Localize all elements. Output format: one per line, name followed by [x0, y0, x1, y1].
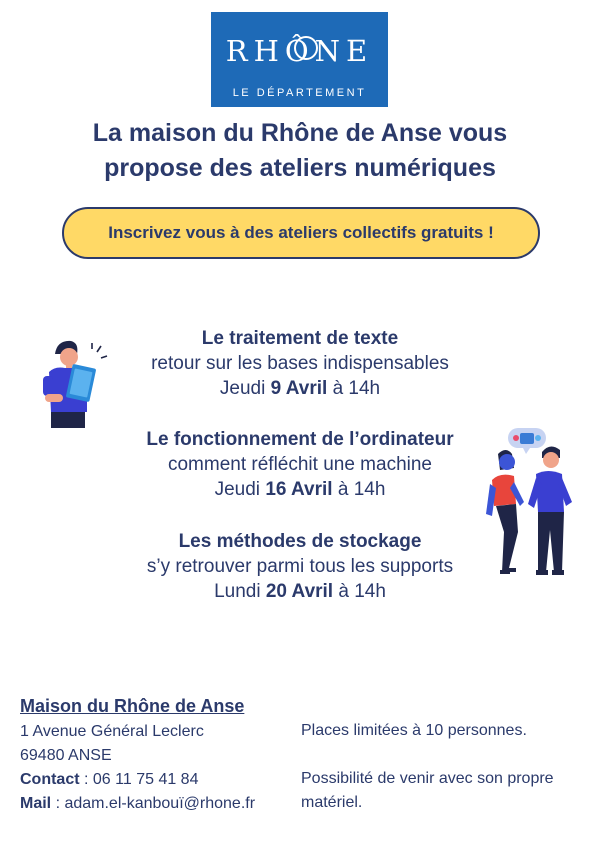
workshop-time: à 14h [337, 479, 386, 500]
address-line-1: 1 Avenue Général Leclerc [20, 723, 204, 740]
workshop-date-line [100, 376, 500, 401]
workshop-item [100, 326, 500, 401]
workshop-description: retour sur les bases indispensables [151, 353, 449, 374]
workshop-date-line [100, 579, 500, 604]
contact-block [20, 694, 255, 816]
workshop-description: comment réfléchit une machine [167, 454, 432, 475]
material-info: Possibilité de venir avec son propre matériel. [301, 770, 554, 811]
address-line-2: 69480 ANSE [20, 747, 112, 764]
mail-address: : adam.el-kanbouï@rhone.fr [51, 795, 256, 812]
workshop-title: Les méthodes de stockage [178, 531, 422, 552]
workshop-item [100, 427, 500, 502]
info-spacer [301, 743, 581, 767]
person-with-tablet-illustration [35, 330, 115, 430]
workshop-date: 16 Avril [265, 479, 333, 500]
workshop-date: 20 Avril [265, 581, 334, 602]
logo-wordmark: RHÔNE [225, 34, 374, 68]
workshop-item [100, 529, 500, 604]
workshop-day: Lundi [214, 581, 261, 602]
workshop-time: à 14h [332, 378, 381, 399]
two-people-talking-illustration [478, 422, 588, 584]
title-line-1: La maison du Rhône de Anse vous [92, 119, 508, 147]
logo-subtitle: LE DÉPARTEMENT [232, 87, 367, 99]
mail-label: Mail [20, 795, 52, 812]
mail-line [20, 792, 255, 816]
workshop-date: 9 Avril [270, 378, 328, 399]
workshop-time: à 14h [338, 581, 386, 602]
places-info: Places limitées à 10 personnes. [301, 722, 527, 739]
workshop-date-line [100, 477, 500, 502]
phone-label: Contact [20, 771, 80, 788]
phone-line [20, 768, 255, 792]
workshop-description: s’y retrouver parmi tous les supports [146, 556, 454, 577]
workshop-day: Jeudi [214, 479, 261, 500]
info-block [301, 719, 581, 815]
contact-heading: Maison du Rhône de Anse [20, 696, 245, 716]
workshop-title: Le fonctionnement de l’ordinateur [146, 429, 454, 450]
phone-number: : 06 11 75 41 84 [79, 771, 199, 788]
page-title [30, 116, 570, 186]
banner-text: Inscrivez vous à des ateliers collectifs gratuits ! [108, 223, 494, 242]
rhone-logo [211, 12, 388, 107]
title-line-2: propose des ateliers numériques [104, 154, 496, 182]
registration-banner [62, 207, 540, 259]
workshop-title: Le traitement de texte [201, 328, 399, 349]
workshop-day: Jeudi [219, 378, 266, 399]
